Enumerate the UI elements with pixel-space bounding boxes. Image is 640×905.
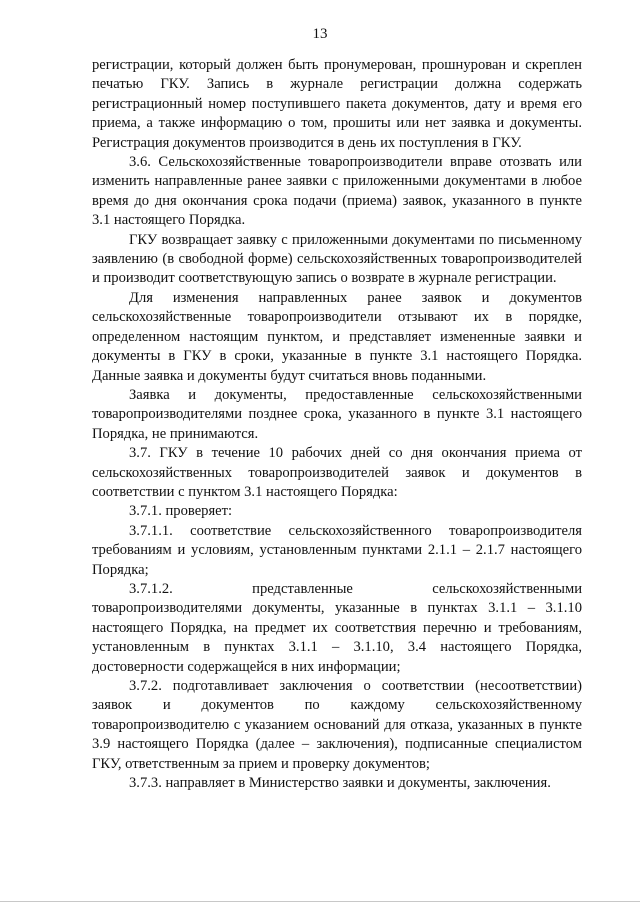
paragraph: 3.7. ГКУ в течение 10 рабочих дней со дня окончания приема от сельскохозяйственных товаропроизводителей заявок и документов в соответствии с пунктом 3.1 настоящего Порядка: [92,445,582,500]
paragraph: ГКУ возвращает заявку с приложенными документами по письменному заявлению (в свободной форме) сельскохозяйственных товаропроизводителей и производит соответствующую запись о возврате в журнале регистрации. [92,231,582,287]
paragraph: регистрации, который должен быть пронумерован, прошнурован и скреплен печатью ГКУ. Запись в журнале регистрации должна содержать регистрационный номер поступившего пакета документов, дату и время его приема, а также информацию о том, прошиты или нет заявка и документы. Регистрация документов производится в день их поступления в ГКУ. [92,57,582,151]
paragraph: Для изменения направленных ранее заявок и документов сельскохозяйственные товаропроизводители отзывают их в порядке, определенном настоящим пунктом, и представляет измененные заявки и документы в ГКУ в сроки, указанные в пункте 3.1 настоящего Порядка. Данные заявка и документы будут считаться вновь поданными. [92,289,582,384]
paragraph: Заявка и документы, предоставленные сельскохозяйственными товаропроизводителями позднее срока, указанного в пункте 3.1 настоящего Порядка, не принимаются. [92,386,582,442]
paragraph: 3.7.3. направляет в Министерство заявки и документы, заключения. [129,775,551,792]
paragraph: 3.7.2. подготавливает заключения о соответствии (несоответствии) заявок и документов по каждому сельскохозяйственному товаропроизводителю с указанием оснований для отказа, указанных в пункте 3.9 настоящего Порядка (далее – заключения), подписанные специалистом ГКУ, ответственным за прием и проверку документов; [92,678,582,772]
page-number: 13 [312,26,328,42]
paragraph: 3.7.1.1. соответствие сельскохозяйственного товаропроизводителя требованиям и условиям, установленным пунктами 2.1.1 – 2.1.7 настоящего Порядка; [92,522,582,578]
document-body [92,56,582,793]
paragraph: 3.6. Сельскохозяйственные товаропроизводители вправе отозвать или изменить направленные ранее заявки с приложенными документами в любое время до дня окончания срока подачи (приема) заявок, указанного в пункте 3.1 настоящего Порядка. [92,154,582,229]
paragraph: 3.7.1.2. представленные сельскохозяйственными товаропроизводителями документы, указанные в пунктах 3.1.1 – 3.1.10 настоящего Порядка, на предмет их соответствия перечню и требованиям, установленным в пунктах 3.1.1 – 3.1.10, 3.4 настоящего Порядка, достоверности содержащейся в них информации; [92,580,582,675]
paragraph: 3.7.1. проверяет: [129,503,233,520]
page-bottom-edge [0,901,640,902]
